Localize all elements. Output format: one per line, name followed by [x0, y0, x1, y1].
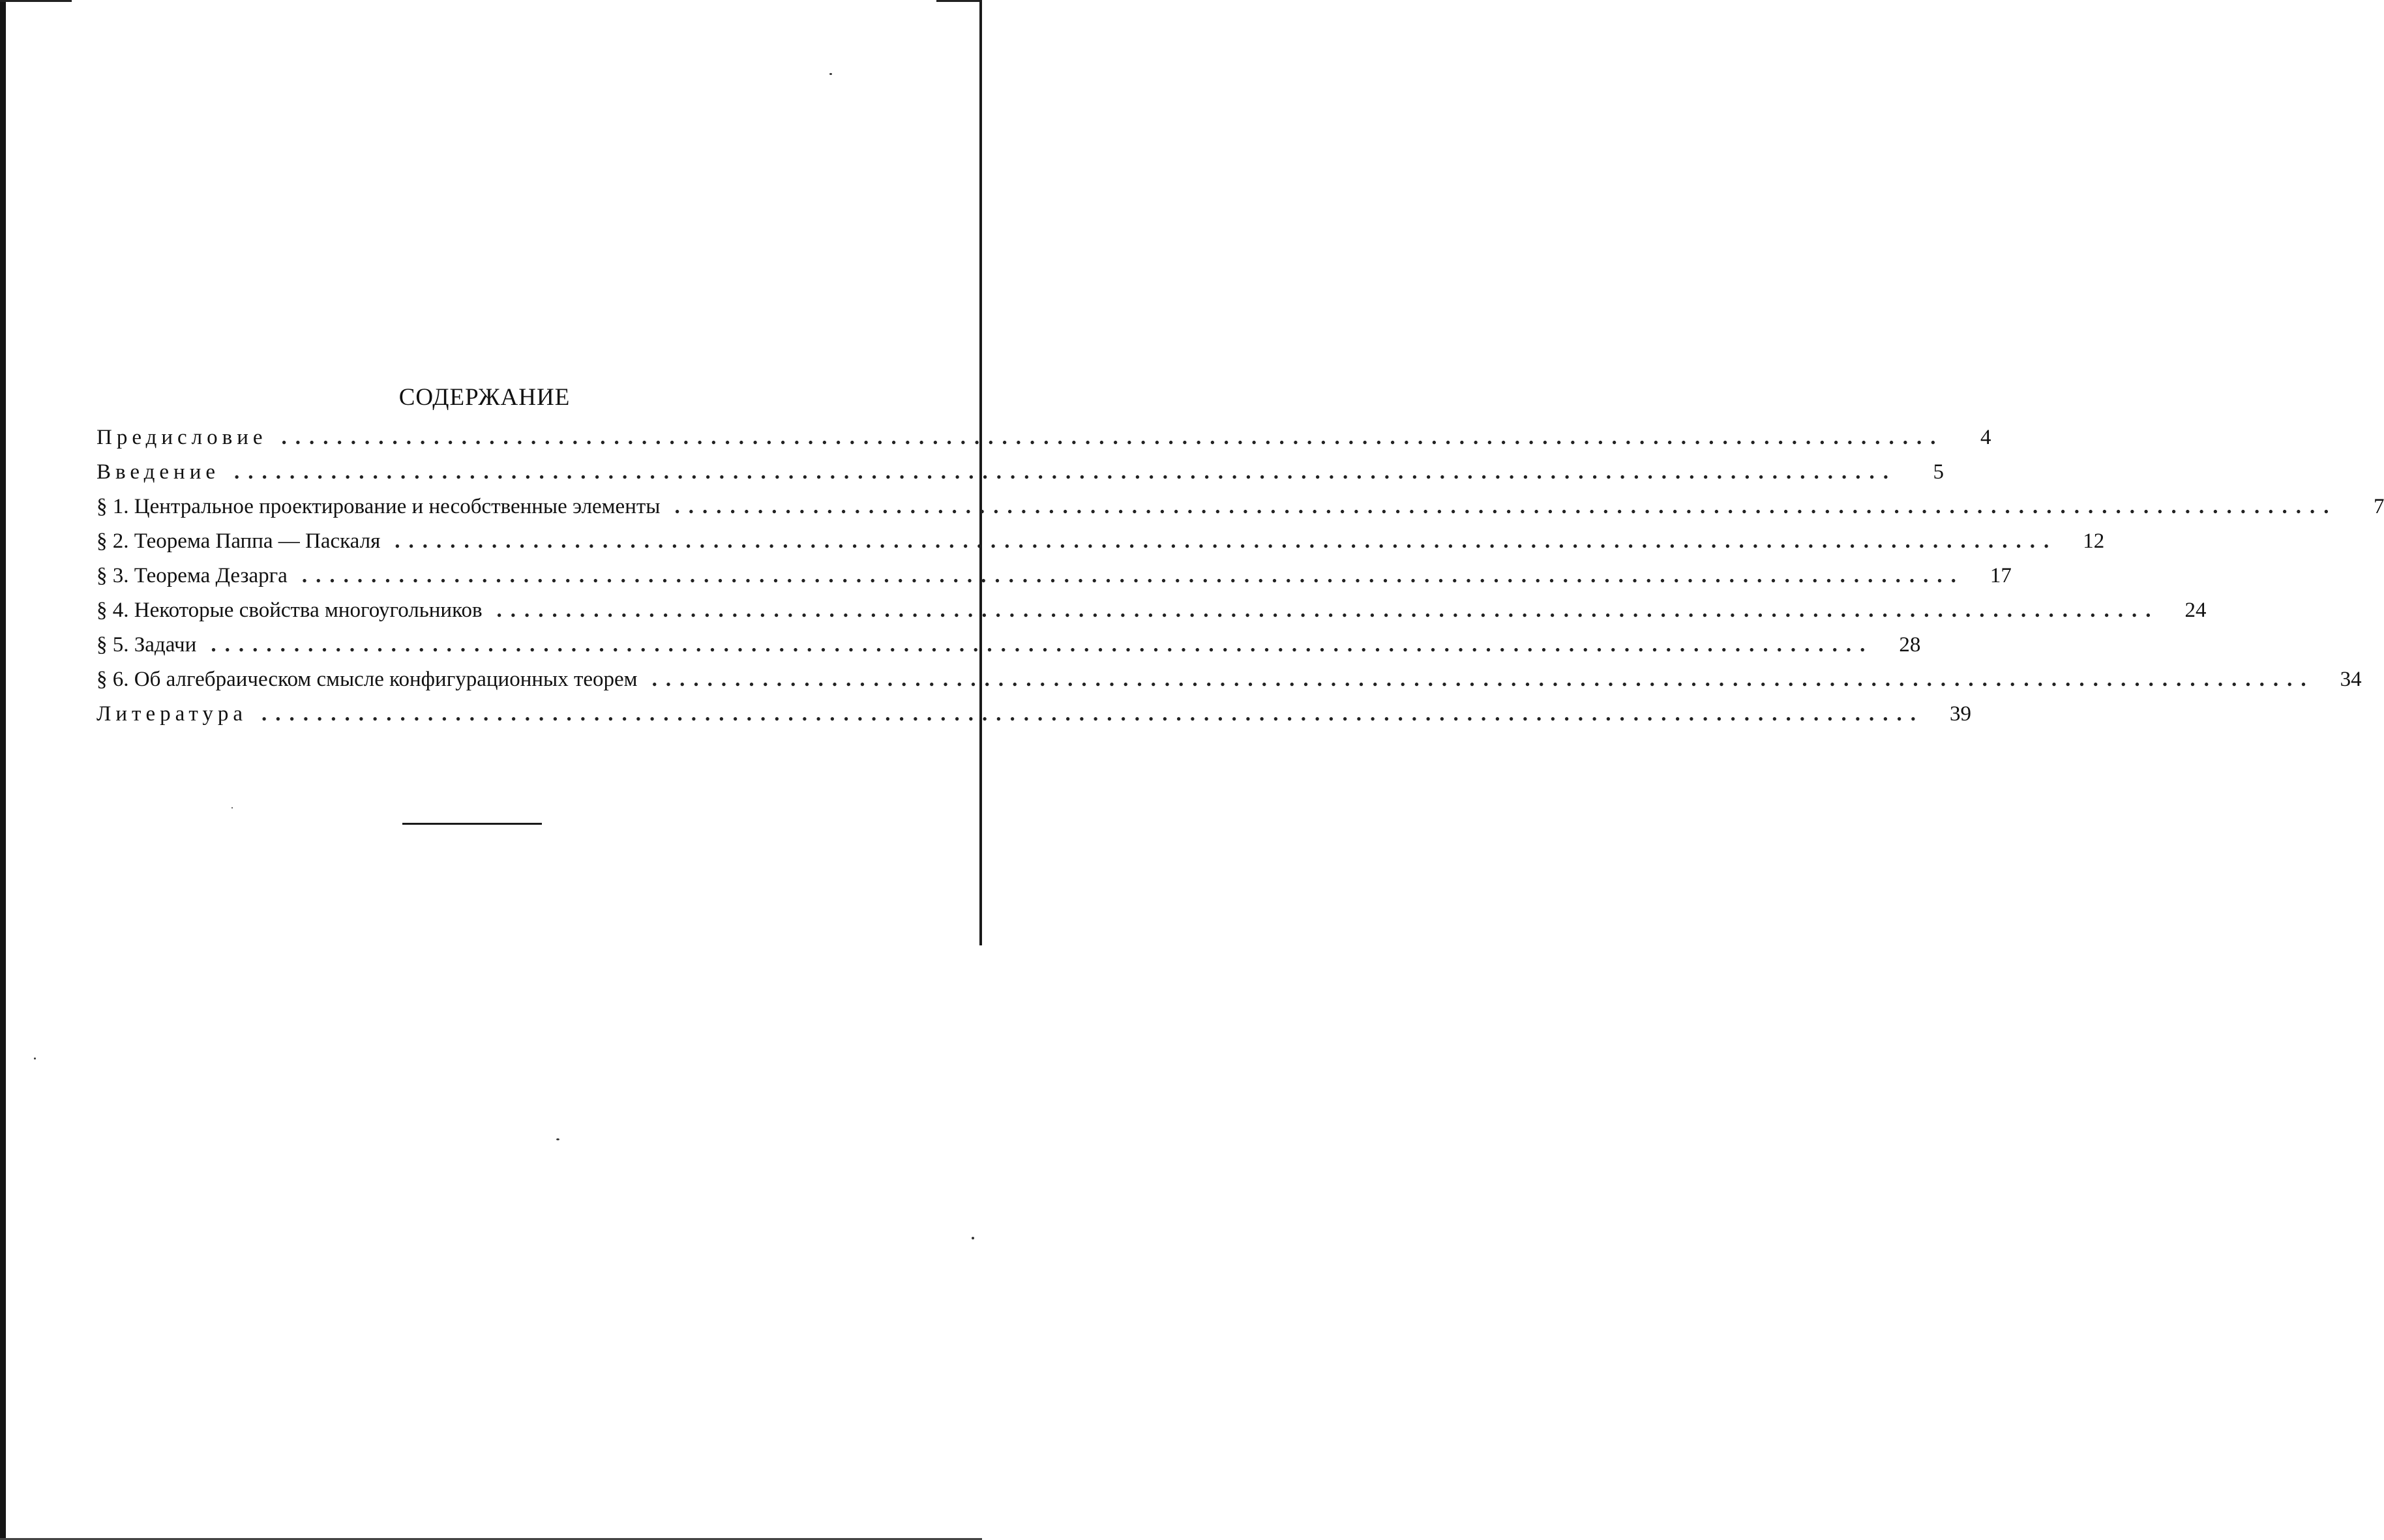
toc-entry: [97, 564, 2012, 599]
toc-leader-dots: ........................................................................................................................: [496, 599, 2160, 622]
toc-entry-label: § 4. Некоторые свойства многоугольников: [97, 599, 483, 622]
scan-edge-top: [0, 0, 72, 2]
toc-entry-label: Предисловие: [97, 426, 267, 449]
toc-entry-page: 24: [2184, 599, 2207, 622]
scan-speck: [556, 1138, 559, 1140]
toc-leader-dots: ........................................................................................................................: [651, 668, 2315, 691]
toc-entry: [97, 529, 2105, 564]
scan-edge-top-right: [936, 0, 982, 2]
table-of-contents: [97, 383, 2384, 737]
horizontal-rule: [402, 823, 542, 825]
toc-entry: [97, 702, 1972, 737]
toc-entry-label: Литература: [97, 702, 248, 726]
toc-leader-dots: ........................................................................................................................: [674, 495, 2338, 518]
toc-entry-page: 39: [1950, 702, 1972, 726]
scan-edge-left: [0, 0, 6, 1540]
toc-leader-dots: ........................................................................................................................: [281, 426, 1944, 449]
toc-entry-page: 17: [1989, 564, 2012, 587]
toc-entry: [97, 599, 2207, 633]
toc-entry-page: 4: [1980, 426, 1991, 449]
toc-entry: [97, 460, 1944, 495]
toc-entry: [97, 633, 1921, 668]
scan-speck: [34, 1058, 36, 1059]
scan-speck: [829, 73, 832, 75]
toc-entry: [97, 495, 2384, 529]
toc-entry-label: § 3. Теорема Дезарга: [97, 564, 288, 587]
toc-entry-page: 28: [1899, 633, 1921, 657]
toc-entry-label: § 2. Теорема Паппа — Паскаля: [97, 529, 381, 553]
toc-leader-dots: ........................................................................................................................: [211, 633, 1874, 657]
toc-entry-page: 5: [1933, 460, 1944, 484]
toc-list: [97, 426, 2384, 737]
toc-entry-page: 12: [2083, 529, 2105, 553]
toc-leader-dots: ........................................................................................................................: [261, 702, 1925, 726]
scan-speck: [231, 807, 233, 808]
toc-entry: [97, 668, 2362, 702]
toc-leader-dots: ........................................................................................................................: [301, 564, 1965, 587]
toc-entry-label: § 5. Задачи: [97, 633, 197, 657]
toc-entry-label: § 1. Центральное проектирование и несобственные элементы: [97, 495, 661, 518]
toc-leader-dots: ........................................................................................................................: [395, 529, 2058, 553]
toc-entry-label: § 6. Об алгебраическом смысле конфигурационных теорем: [97, 668, 638, 691]
toc-entry-label: Введение: [97, 460, 220, 484]
scan-speck: [972, 1237, 974, 1239]
toc-entry-page: 34: [2340, 668, 2362, 691]
toc-entry: [97, 426, 1991, 460]
toc-leader-dots: ........................................................................................................................: [234, 460, 1898, 484]
toc-entry-page: 7: [2373, 495, 2384, 518]
toc-title: СОДЕРЖАНИЕ: [398, 384, 571, 411]
